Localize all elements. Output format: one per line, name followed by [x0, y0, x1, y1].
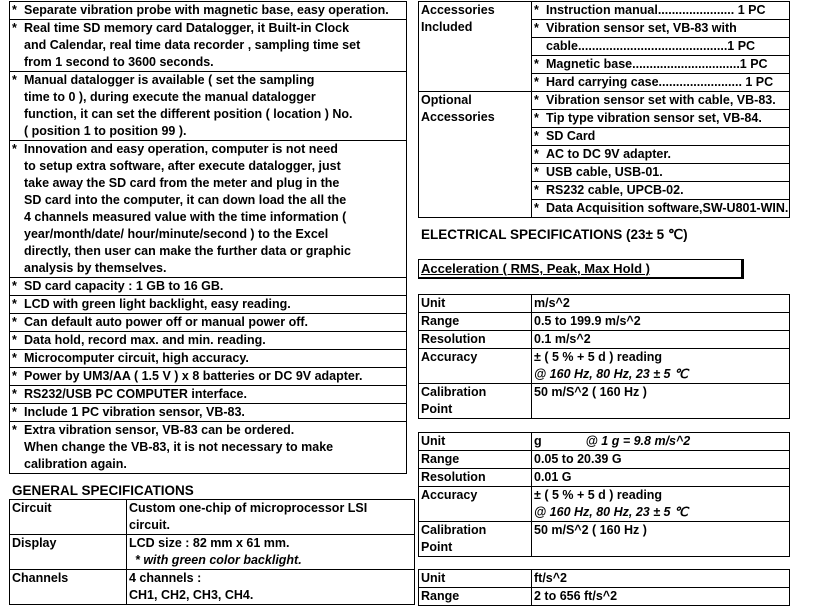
- bullet-star: *: [12, 3, 17, 17]
- spec-table-g: [418, 432, 790, 557]
- row-accuracy: Accuracy ± ( 5 % + 5 d ) reading @ 160 Hz, 80 Hz, 23 ± 5 ℃: [419, 349, 790, 384]
- bullet-star: *: [534, 129, 539, 143]
- feature-row: [10, 314, 407, 332]
- feature-text: Include 1 PC vibration sensor, VB-83.: [24, 405, 245, 419]
- spec-note: * with green color backlight.: [135, 553, 302, 567]
- feature-row: [10, 404, 407, 422]
- row-resolution: Resolution 0.01 G: [419, 469, 790, 487]
- accessory-item: [532, 74, 789, 91]
- feature-row: [10, 386, 407, 404]
- feature-text: to setup extra software, after execute datalogger, just: [24, 159, 341, 173]
- accuracy-value: ± ( 5 % + 5 d ) reading: [534, 488, 663, 502]
- row-calibration: Calibration Point 50 m/S^2 ( 160 Hz ): [419, 522, 790, 557]
- bullet-star: *: [534, 57, 539, 71]
- feature-text: Extra vibration sensor, VB-83 can be ordered.: [24, 423, 295, 437]
- feature-row: [10, 350, 407, 368]
- electrical-specs-title: ELECTRICAL SPECIFICATIONS (23± 5 ℃): [421, 227, 688, 242]
- general-specs-title: GENERAL SPECIFICATIONS: [12, 483, 194, 498]
- accessory-text: Data Acquisition software,SW-U801-WIN.: [546, 201, 789, 215]
- spec-value: 4 channels :: [129, 571, 202, 585]
- accessory-text: Tip type vibration sensor set, VB-84.: [546, 111, 762, 125]
- bullet-star: *: [534, 93, 539, 107]
- accessory-item: [532, 164, 789, 182]
- row-unit: Unit g @ 1 g = 9.8 m/s^2: [419, 433, 790, 451]
- feature-text: Real time SD memory card Datalogger, it Built-in Clock: [24, 21, 350, 35]
- accuracy-value: ± ( 5 % + 5 d ) reading: [534, 350, 663, 364]
- bullet-star: *: [534, 75, 539, 89]
- bullet-star: *: [12, 21, 17, 35]
- feature-text: function, it can set the different position ( location ) No.: [24, 107, 353, 121]
- row-resolution: Resolution 0.1 m/s^2: [419, 331, 790, 349]
- bullet-star: *: [12, 279, 17, 293]
- feature-row: [10, 20, 407, 72]
- accessories-label: Optional: [421, 93, 472, 107]
- feature-row: [10, 368, 407, 386]
- general-row-display: [10, 535, 415, 570]
- accuracy-conditions: @ 160 Hz, 80 Hz, 23 ± 5 ℃: [534, 367, 688, 381]
- feature-text: Can default auto power off or manual power off.: [24, 315, 309, 329]
- bullet-star: *: [12, 387, 17, 401]
- feature-text: analysis by themselves.: [24, 261, 167, 275]
- spec-label: Channels: [10, 570, 127, 605]
- bullet-star: *: [12, 423, 17, 437]
- accessory-item: [532, 38, 789, 56]
- accessory-text: Vibration sensor set, VB-83 with: [546, 21, 737, 35]
- accessory-item: [532, 2, 789, 20]
- accessory-item: [532, 56, 789, 74]
- feature-text: from 1 second to 3600 seconds.: [24, 55, 214, 69]
- accessory-text: Hard carrying case........................ 1 PC: [546, 75, 774, 89]
- bullet-star: *: [534, 3, 539, 17]
- spec-value: Custom one-chip of microprocessor LSI: [129, 501, 368, 515]
- accessories-table: [418, 1, 790, 218]
- feature-text: take away the SD card from the meter and plug in the: [24, 176, 340, 190]
- feature-text: 4 channels measured value with the time information (: [24, 210, 347, 224]
- accessory-item: [532, 20, 789, 38]
- bullet-star: *: [534, 183, 539, 197]
- accessory-text: cable...........................................1 PC: [546, 39, 756, 53]
- spec-label: Circuit: [10, 500, 127, 535]
- accessory-item: [532, 92, 789, 110]
- feature-row: [10, 332, 407, 350]
- row-range: Range 0.5 to 199.9 m/s^2: [419, 313, 790, 331]
- accessories-label: Accessories: [421, 110, 495, 124]
- feature-row: [10, 72, 407, 141]
- feature-row: [10, 2, 407, 20]
- feature-text: Microcomputer circuit, high accuracy.: [24, 351, 249, 365]
- bullet-star: *: [12, 73, 17, 87]
- general-row-circuit: [10, 500, 415, 535]
- bullet-star: *: [12, 369, 17, 383]
- bullet-star: *: [12, 351, 17, 365]
- accessory-text: AC to DC 9V adapter.: [546, 147, 672, 161]
- row-range: Range 2 to 656 ft/s^2: [419, 588, 790, 606]
- feature-text: Power by UM3/AA ( 1.5 V ) x 8 batteries or DC 9V adapter.: [24, 369, 363, 383]
- acceleration-subtitle: Acceleration ( RMS, Peak, Max Hold ): [418, 259, 744, 279]
- row-calibration: Calibration Point 50 m/S^2 ( 160 Hz ): [419, 384, 790, 419]
- bullet-star: *: [12, 315, 17, 329]
- bullet-star: *: [534, 201, 539, 215]
- feature-text: and Calendar, real time data recorder , sampling time set: [24, 38, 361, 52]
- feature-row: [10, 422, 407, 474]
- bullet-star: *: [534, 147, 539, 161]
- spec-value: CH1, CH2, CH3, CH4.: [129, 588, 254, 602]
- bullet-star: *: [534, 111, 539, 125]
- accessory-item: [532, 110, 789, 128]
- feature-text: year/month/date/ hour/minute/second ) to the Excel: [24, 227, 329, 241]
- features-table: [9, 1, 407, 474]
- feature-text: calibration again.: [24, 457, 127, 471]
- accessory-item: [532, 182, 789, 200]
- feature-text: SD card into the computer, it can down load the all the: [24, 193, 347, 207]
- unit-note: @ 1 g = 9.8 m/s^2: [585, 434, 691, 448]
- row-unit: Unit ft/s^2: [419, 570, 790, 588]
- feature-text: LCD with green light backlight, easy reading.: [24, 297, 291, 311]
- row-accuracy: Accuracy ± ( 5 % + 5 d ) reading @ 160 Hz, 80 Hz, 23 ± 5 ℃: [419, 487, 790, 522]
- accessory-text: RS232 cable, UPCB-02.: [546, 183, 684, 197]
- spec-label: Display: [10, 535, 127, 570]
- accessory-text: Vibration sensor set with cable, VB-83.: [546, 93, 776, 107]
- accessory-text: SD Card: [546, 129, 596, 143]
- feature-text: RS232/USB PC COMPUTER interface.: [24, 387, 247, 401]
- bullet-star: *: [12, 297, 17, 311]
- spec-value: circuit.: [129, 518, 170, 532]
- feature-text: Data hold, record max. and min. reading.: [24, 333, 266, 347]
- spec-table-ms2: [418, 294, 790, 419]
- feature-row: [10, 141, 407, 278]
- feature-text: SD card capacity : 1 GB to 16 GB.: [24, 279, 224, 293]
- feature-text: Manual datalogger is available ( set the sampling: [24, 73, 315, 87]
- bullet-star: *: [12, 142, 17, 156]
- accessories-included-row: [419, 2, 790, 92]
- feature-text: ( position 1 to position 99 ).: [24, 124, 187, 138]
- accessory-text: USB cable, USB-01.: [546, 165, 663, 179]
- general-specs-table: [9, 499, 415, 605]
- bullet-star: *: [534, 21, 539, 35]
- feature-text: directly, then user can make the further data or graphic: [24, 244, 351, 258]
- accessory-item: [532, 200, 789, 217]
- accessory-text: Instruction manual...................... 1 PC: [546, 3, 766, 17]
- row-unit: Unit m/s^2: [419, 295, 790, 313]
- accuracy-conditions: @ 160 Hz, 80 Hz, 23 ± 5 ℃: [534, 505, 688, 519]
- bullet-star: *: [12, 333, 17, 347]
- accessories-label: Included: [421, 20, 473, 34]
- spec-value: LCD size : 82 mm x 61 mm.: [129, 536, 290, 550]
- bullet-star: *: [534, 165, 539, 179]
- feature-text: When change the VB-83, it is not necessary to make: [24, 440, 334, 454]
- feature-row: [10, 278, 407, 296]
- feature-text: Innovation and easy operation, computer is not need: [24, 142, 338, 156]
- bullet-star: *: [12, 405, 17, 419]
- accessory-text: Magnetic base...............................1 PC: [546, 57, 768, 71]
- feature-row: [10, 296, 407, 314]
- accessory-item: [532, 146, 789, 164]
- feature-text: Separate vibration probe with magnetic base, easy operation.: [24, 3, 389, 17]
- spec-table-fts2: [418, 569, 790, 606]
- feature-text: time to 0 ), during execute the manual datalogger: [24, 90, 316, 104]
- accessories-optional-row: [419, 92, 790, 218]
- accessories-label: Accessories: [421, 3, 495, 17]
- general-row-channels: [10, 570, 415, 605]
- row-range: Range 0.05 to 20.39 G: [419, 451, 790, 469]
- accessory-item: [532, 128, 789, 146]
